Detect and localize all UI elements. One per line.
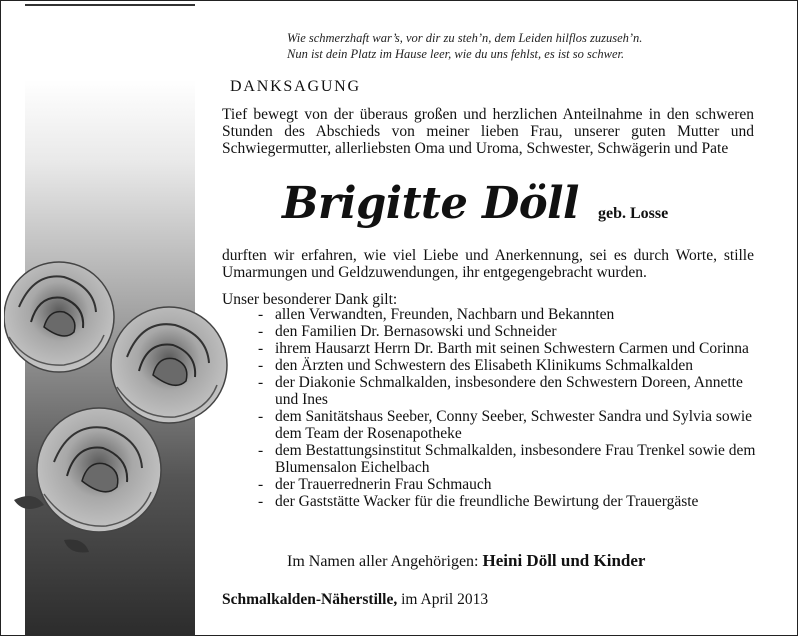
rose-bottom: [37, 408, 161, 532]
thanks-heading: Unser besonderer Dank gilt:: [222, 291, 398, 308]
list-item: - dem Sanitätshaus Seeber, Conny Seeber, Schwester Sandra und Sylvia sowie dem Team der Rosenapotheke: [258, 408, 753, 442]
stripe-top-rule: [25, 4, 195, 6]
intro-paragraph: Tief bewegt von der überaus großen und herzlichen Anteilnahme in den schweren Stunden des Abschieds von meiner lieben Frau, unserer guten Mutter und Schwiegermutter, allerliebsten Oma und Uroma, Schwester, Schwägerin und Pate: [222, 106, 754, 157]
memorial-verse: [287, 31, 777, 62]
rose-right: [111, 307, 227, 423]
list-item: - der Trauerrednerin Frau Schmauch: [258, 476, 492, 493]
place-date: [222, 591, 488, 609]
list-item: - dem Bestattungsinstitut Schmalkalden, insbesondere Frau Trenkel sowie dem Blumensalon Eichelbach: [258, 442, 756, 476]
list-item: - den Familien Dr. Bernasowski und Schneider: [258, 323, 557, 340]
deceased-name: Brigitte Döll: [282, 178, 579, 229]
closing-prefix: Im Namen aller Angehörigen:: [287, 553, 479, 570]
closing-line: [287, 551, 645, 571]
list-item: - allen Verwandten, Freunden, Nachbarn und Bekannten: [258, 306, 615, 323]
list-item: - ihrem Hausarzt Herrn Dr. Barth mit seinen Schwestern Carmen und Corinna: [258, 340, 749, 357]
signer-name: Heini Döll und Kinder: [482, 551, 646, 570]
roses-image: [4, 255, 234, 555]
thanks-list: [258, 306, 768, 510]
notice-title: DANKSAGUNG: [230, 78, 361, 95]
notice-date: im April 2013: [401, 591, 489, 608]
rose-top-left: [4, 262, 114, 372]
list-item: - der Gaststätte Wacker für die freundliche Bewirtung der Trauergäste: [258, 493, 699, 510]
town-name: Schmalkalden-Näherstille,: [222, 591, 398, 608]
verse-line-1: Wie schmerzhaft war’s, vor dir zu steh’n, dem Leiden hilflos zuzuseh’n.: [287, 31, 643, 45]
gratitude-paragraph: durften wir erfahren, wie viel Liebe und Anerkennung, sei es durch Worte, stille Umarmungen und Geldzuwendungen, ihr entgegengebracht wurden.: [222, 247, 754, 281]
list-item: - den Ärzten und Schwestern des Elisabeth Klinikums Schmalkalden: [258, 357, 693, 374]
list-item: - der Diakonie Schmalkalden, insbesondere den Schwestern Doreen, Annette und Ines: [258, 374, 743, 408]
maiden-name: geb. Losse: [598, 205, 669, 222]
verse-line-2: Nun ist dein Platz im Hause leer, wie du uns fehlst, es ist so schwer.: [287, 46, 625, 61]
